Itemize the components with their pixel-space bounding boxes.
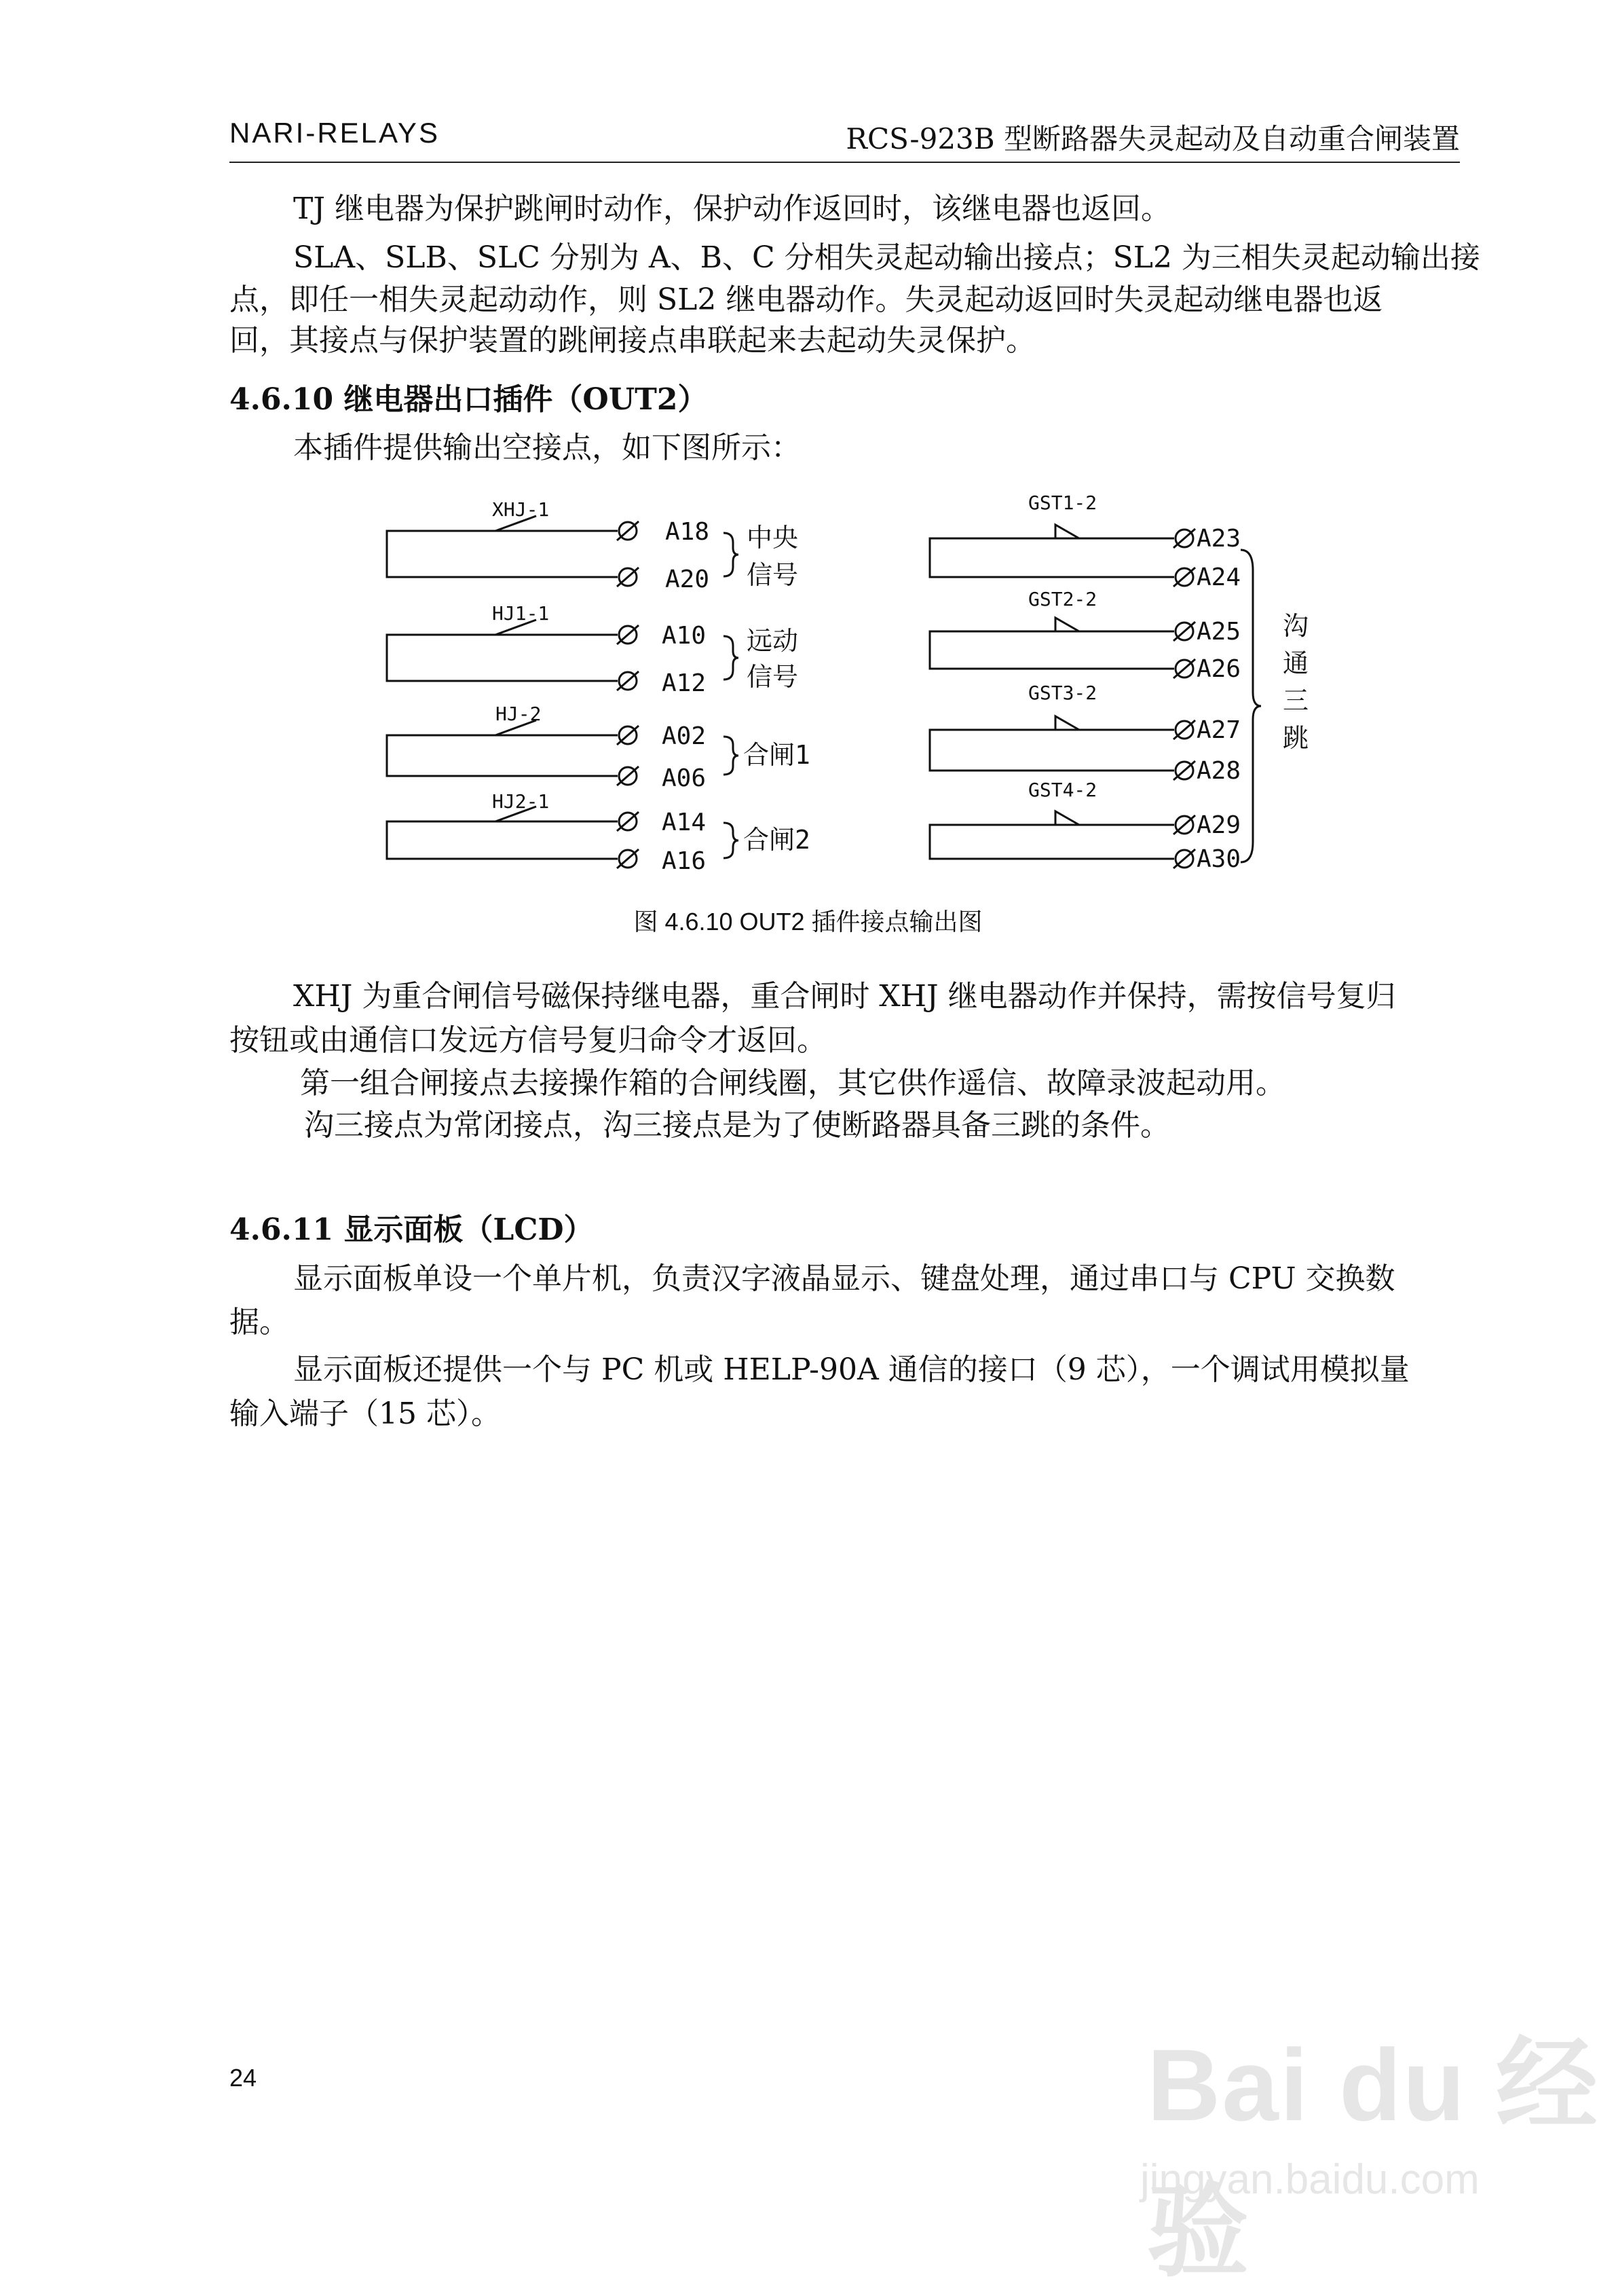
terminal-label: A26 — [1197, 655, 1241, 683]
terminal-symbol — [617, 849, 639, 868]
terminal-label: A27 — [1197, 716, 1241, 744]
terminal-label: A29 — [1197, 811, 1241, 839]
paragraph-line: 回，其接点与保护装置的跳闸接点串联起来去起动失灵保护。 — [229, 323, 1036, 358]
group-label: 信号 — [747, 662, 799, 692]
paragraph-line: SLA、SLB、SLC 分别为 A、B、C 分相失灵起动输出接点；SL2 为三相失灵起动输出接 — [293, 240, 1480, 275]
paragraph-line: 按钮或由通信口发远方信号复归命令才返回。 — [229, 1023, 827, 1058]
group-label: 沟 — [1283, 611, 1309, 641]
relay-label: HJ-2 — [495, 703, 542, 725]
paragraph-line: 显示面板单设一个单片机，负责汉字液晶显示、键盘处理，通过串口与 CPU 交换数 — [293, 1261, 1395, 1296]
terminal-label: A23 — [1197, 525, 1241, 553]
terminal-symbol — [617, 726, 639, 745]
terminal-label: A18 — [665, 518, 710, 546]
terminal-label: A25 — [1197, 618, 1241, 646]
paragraph-line: 输入端子（15 芯）。 — [229, 1396, 501, 1431]
header-brand: NARI-RELAYS — [229, 117, 440, 149]
group-label: 跳 — [1283, 723, 1309, 753]
terminal-label: A30 — [1197, 845, 1241, 873]
terminal-symbol — [617, 521, 639, 540]
page-number: 24 — [229, 2064, 257, 2092]
relay-label: GST4-2 — [1028, 779, 1097, 801]
group-label: 通 — [1283, 648, 1309, 678]
terminal-symbol — [617, 812, 639, 831]
paragraph-line: 第一组合闸接点去接操作箱的合闸线圈，其它供作遥信、故障录波起动用。 — [300, 1066, 1285, 1100]
figure-caption: 图 4.6.10 OUT2 插件接点输出图 — [633, 908, 983, 936]
terminal-symbol — [617, 671, 639, 690]
out2-contact-diagram — [0, 0, 1616, 883]
paragraph-line: XHJ 为重合闸信号磁保持继电器，重合闸时 XHJ 继电器动作并保持，需按信号复归 — [293, 979, 1396, 1014]
watermark-url: jingyan.baidu.com — [1140, 2156, 1480, 2203]
paragraph-line: 沟三接点为常闭接点，沟三接点是为了使断路器具备三跳的条件。 — [304, 1108, 1170, 1143]
relay-label: GST1-2 — [1028, 492, 1097, 514]
terminal-symbol — [1173, 568, 1195, 587]
terminal-label: A10 — [662, 622, 707, 650]
terminal-label: A12 — [662, 669, 707, 697]
group-label: 中央 — [747, 523, 799, 553]
group-label: 远动 — [747, 626, 799, 656]
header-title: RCS-923B 型断路器失灵起动及自动重合闸装置 — [846, 122, 1460, 155]
paragraph-line: 据。 — [229, 1305, 289, 1339]
terminal-label: A14 — [662, 809, 707, 836]
terminal-symbol — [1173, 622, 1195, 641]
relay-label: GST2-2 — [1028, 588, 1097, 610]
terminal-symbol — [617, 766, 639, 785]
terminal-label: A16 — [662, 847, 707, 875]
relay-label: HJ1-1 — [492, 602, 550, 625]
section-heading: 4.6.11 显示面板（LCD） — [229, 1212, 594, 1247]
terminal-symbol — [1173, 720, 1195, 739]
paragraph-line: TJ 继电器为保护跳闸时动作，保护动作返回时，该继电器也返回。 — [293, 191, 1171, 226]
terminal-symbol — [617, 568, 639, 587]
terminal-symbol — [1173, 815, 1195, 834]
terminal-symbol — [1173, 849, 1195, 868]
watermark-logo: Bai du 经验 — [1147, 2028, 1600, 2289]
group-label: 合闸1 — [743, 740, 810, 770]
group-label: 信号 — [747, 560, 799, 590]
paragraph-line: 本插件提供输出空接点，如下图所示： — [293, 430, 801, 465]
relay-label: HJ2-1 — [492, 790, 550, 813]
terminal-label: A06 — [662, 764, 707, 792]
relay-label: XHJ-1 — [492, 498, 550, 521]
paragraph-line: 显示面板还提供一个与 PC 机或 HELP-90A 通信的接口（9 芯），一个调试用模拟量 — [293, 1352, 1410, 1387]
section-heading: 4.6.10 继电器出口插件（OUT2） — [229, 382, 708, 417]
relay-label: GST3-2 — [1028, 682, 1097, 704]
paragraph-line: 点，即任一相失灵起动动作，则 SL2 继电器动作。失灵起动返回时失灵起动继电器也返 — [229, 282, 1383, 317]
terminal-symbol — [617, 625, 639, 644]
terminal-label: A20 — [665, 566, 710, 593]
terminal-symbol — [1173, 761, 1195, 780]
terminal-label: A02 — [662, 722, 707, 750]
terminal-symbol — [1173, 529, 1195, 548]
group-label: 合闸2 — [743, 825, 810, 855]
group-label: 三 — [1283, 686, 1309, 716]
terminal-label: A24 — [1197, 563, 1241, 591]
terminal-label: A28 — [1197, 757, 1241, 785]
terminal-symbol — [1173, 659, 1195, 678]
